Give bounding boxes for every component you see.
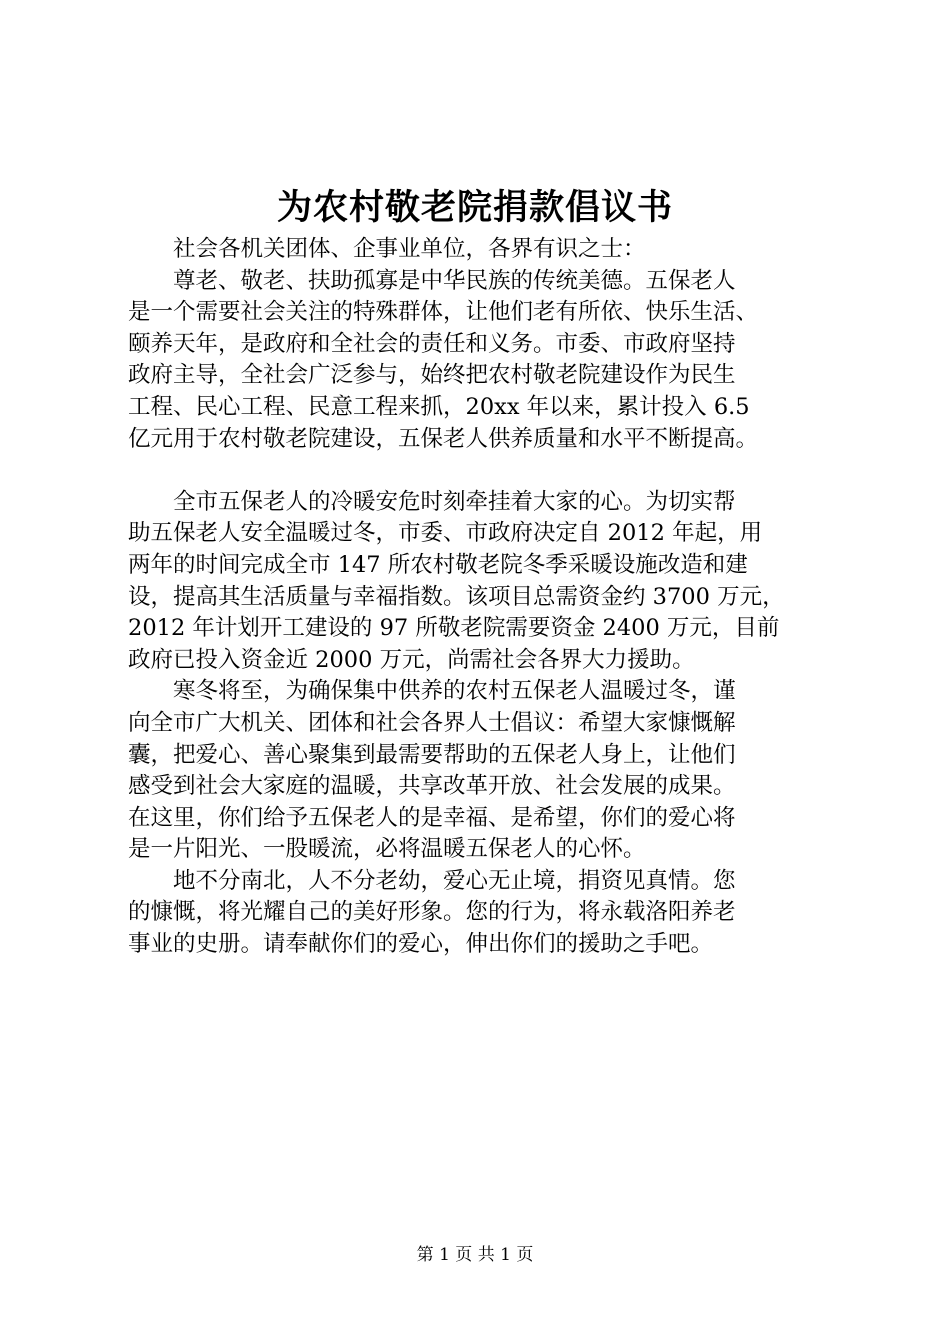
paragraph-line: 地不分南北，人不分老幼，爱心无止境，捐资见真情。您 xyxy=(173,867,736,894)
paragraph-line: 助五保老人安全温暖过冬，市委、市政府决定自 2012 年起，用 xyxy=(128,520,763,547)
paragraph-line: 亿元用于农村敬老院建设，五保老人供养质量和水平不断提高。 xyxy=(128,425,759,452)
paragraph-line: 感受到社会大家庭的温暖，共享改革开放、社会发展的成果。 xyxy=(128,773,736,800)
paragraph-line: 是一片阳光、一股暖流，必将温暖五保老人的心怀。 xyxy=(128,836,646,863)
paragraph-gap xyxy=(128,455,828,487)
paragraph-line: 政府主导，全社会广泛参与，始终把农村敬老院建设作为民生 xyxy=(128,362,736,389)
document-body xyxy=(128,234,828,961)
body-paragraph-4 xyxy=(128,866,828,961)
paragraph-line: 社会各机关团体、企事业单位，各界有识之士： xyxy=(173,236,646,262)
body-paragraph-1 xyxy=(128,266,828,456)
paragraph-line: 在这里，你们给予五保老人的是幸福、是希望，你们的爱心将 xyxy=(128,804,736,831)
paragraph-line: 是一个需要社会关注的特殊群体，让他们老有所依、快乐生活、 xyxy=(128,299,759,326)
paragraph-line: 囊，把爱心、善心聚集到最需要帮助的五保老人身上，让他们 xyxy=(128,741,736,768)
salutation-paragraph xyxy=(128,234,828,266)
paragraph-line: 事业的史册。请奉献你们的爱心，伸出你们的援助之手吧。 xyxy=(128,931,714,958)
paragraph-line: 设，提高其生活质量与幸福指数。该项目总需资金约 3700 万元， xyxy=(128,583,785,610)
paragraph-line: 工程、民心工程、民意工程来抓，20xx 年以来，累计投入 6.5 xyxy=(128,393,750,420)
paragraph-line: 政府已投入资金近 2000 万元，尚需社会各界大力援助。 xyxy=(128,646,695,673)
paragraph-line: 向全市广大机关、团体和社会各界人士倡议：希望大家慷慨解 xyxy=(128,709,736,736)
paragraph-line: 2012 年计划开工建设的 97 所敬老院需要资金 2400 万元，目前 xyxy=(128,615,780,642)
paragraph-line: 颐养天年，是政府和全社会的责任和义务。市委、市政府坚持 xyxy=(128,330,736,357)
document-title: 为农村敬老院捐款倡议书 xyxy=(276,187,673,228)
paragraph-line: 寒冬将至，为确保集中供养的农村五保老人温暖过冬，谨 xyxy=(173,678,736,705)
paragraph-line: 尊老、敬老、扶助孤寡是中华民族的传统美德。五保老人 xyxy=(173,267,736,294)
body-paragraph-2 xyxy=(128,487,828,677)
paragraph-line: 的慷慨，将光耀自己的美好形象。您的行为，将永载洛阳养老 xyxy=(128,899,736,926)
paragraph-line: 两年的时间完成全市 147 所农村敬老院冬季采暖设施改造和建 xyxy=(128,551,748,578)
page-footer: 第 1 页 共 1 页 xyxy=(416,1245,534,1265)
paragraph-line: 全市五保老人的冷暖安危时刻牵挂着大家的心。为切实帮 xyxy=(173,488,736,515)
body-paragraph-3 xyxy=(128,676,828,866)
